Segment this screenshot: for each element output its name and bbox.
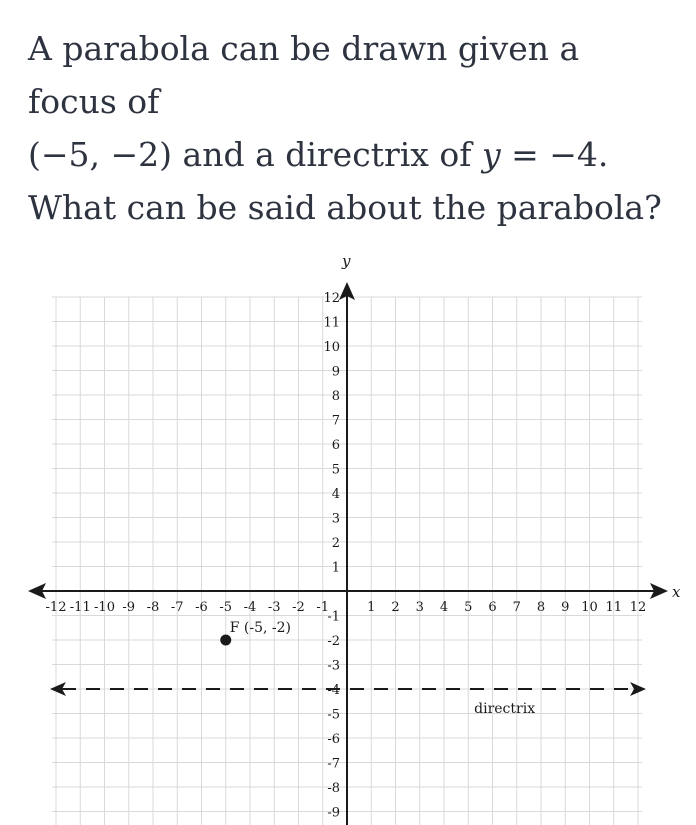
x-tick-label: 8 <box>536 600 546 615</box>
y-tick-label: 7 <box>331 413 340 429</box>
x-tick-label: 2 <box>391 600 400 615</box>
x-tick-label: -1 <box>316 600 330 615</box>
y-tick-label: -6 <box>327 732 340 747</box>
x-tick-label: -4 <box>243 600 257 615</box>
x-tick-label: -3 <box>267 600 281 615</box>
directrix-label: directrix <box>474 701 536 717</box>
x-tick-label: 9 <box>561 600 570 615</box>
x-tick-label: -10 <box>94 600 115 615</box>
x-tick-label: 12 <box>629 600 647 615</box>
x-axis-label: x <box>672 583 681 601</box>
y-tick-label: 3 <box>331 511 340 527</box>
x-tick-label: -7 <box>170 600 184 615</box>
x-tick-label: 3 <box>415 600 424 615</box>
x-tick-label: -2 <box>292 600 305 615</box>
x-tick-label: -6 <box>195 600 208 615</box>
x-tick-label: -5 <box>219 600 233 615</box>
question-line-3: What can be said about the parabola? <box>28 188 662 227</box>
directrix-equation: = −4. <box>500 135 609 174</box>
x-tick-label: -9 <box>122 600 136 615</box>
y-axis-label: y <box>342 252 351 270</box>
x-tick-label: 11 <box>605 600 623 615</box>
y-tick-label: -4 <box>327 683 340 698</box>
question-line-1: A parabola can be drawn given a focus of <box>28 29 580 121</box>
y-tick-label: 1 <box>331 560 340 576</box>
y-tick-label: 5 <box>331 462 340 478</box>
y-tick-label: -7 <box>327 756 340 772</box>
directrix-variable: y <box>481 135 501 174</box>
y-tick-label: -5 <box>327 707 340 723</box>
y-tick-label: 4 <box>331 487 340 502</box>
x-tick-label: 1 <box>367 600 376 615</box>
y-tick-label: -8 <box>327 781 340 796</box>
x-tick-label: 7 <box>512 600 521 615</box>
x-tick-label: 5 <box>464 600 473 615</box>
y-tick-label: -1 <box>327 609 340 625</box>
y-tick-label: 6 <box>331 438 340 453</box>
y-tick-label: 11 <box>323 315 340 331</box>
y-tick-label: -3 <box>327 658 340 674</box>
y-tick-label: 10 <box>323 340 340 355</box>
y-tick-label: 12 <box>323 291 340 306</box>
focus-point-label: F (-5, -2) <box>229 620 292 636</box>
y-tick-label: -2 <box>327 634 340 649</box>
x-tick-label: 4 <box>439 600 449 615</box>
focus-coordinates: (−5, −2) <box>28 135 173 174</box>
y-tick-label: 2 <box>331 536 340 551</box>
y-tick-label: 8 <box>331 389 340 404</box>
x-tick-label: -8 <box>146 600 160 615</box>
y-tick-label: -9 <box>327 805 340 821</box>
y-tick-label: 9 <box>331 364 340 380</box>
focus-point <box>220 635 231 646</box>
x-tick-label: 10 <box>581 600 598 615</box>
x-tick-label: 6 <box>488 600 497 615</box>
x-tick-label: -12 <box>45 600 67 615</box>
question-line-2-mid: and a directrix of <box>172 135 482 174</box>
x-tick-label: -11 <box>69 600 91 615</box>
